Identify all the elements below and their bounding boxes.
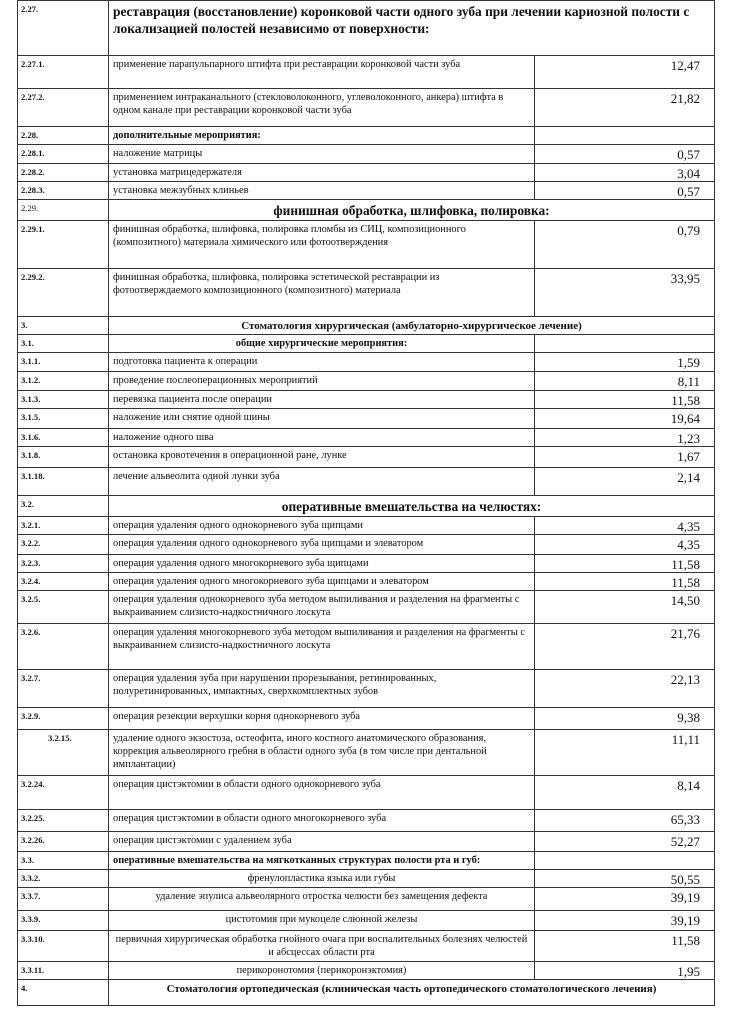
table-row [18, 221, 715, 269]
row-code: 3.1.5. [18, 409, 109, 429]
row-code: 3.1.2. [18, 372, 109, 391]
table-row [18, 496, 715, 517]
table-row [18, 182, 715, 200]
table-row [18, 888, 715, 911]
service-value: 21,82 [535, 89, 715, 127]
service-value: 39,19 [535, 888, 715, 911]
table-row [18, 335, 715, 353]
table-row [18, 1, 715, 56]
table-row [18, 447, 715, 468]
section-heading: Стоматология ортопедическая (клиническая часть ортопедического стоматологического лечения) [109, 980, 715, 1006]
row-code: 3.1.8. [18, 447, 109, 468]
service-value: 8,11 [535, 372, 715, 391]
row-code: 4. [18, 980, 109, 1006]
table-row [18, 200, 715, 221]
table-row [18, 164, 715, 182]
service-description: операция цистэктомии с удалением зуба [109, 832, 535, 852]
table-row [18, 708, 715, 730]
row-code: 3.1.3. [18, 391, 109, 409]
table-row [18, 127, 715, 145]
service-description: наложение одного шва [109, 429, 535, 447]
row-code: 3.2.25. [18, 810, 109, 832]
table-row [18, 145, 715, 164]
service-description: наложение матрицы [109, 145, 535, 164]
row-code: 2.27.1. [18, 56, 109, 89]
service-description: операция цистэктомии в области одного многокорневого зуба [109, 810, 535, 832]
subsection-heading: общие хирургические мероприятия: [109, 335, 535, 353]
service-description: установка матрицедержателя [109, 164, 535, 182]
service-value [535, 127, 715, 145]
service-description: установка межзубных клиньев [109, 182, 535, 200]
service-description: проведение послеоперационных мероприятий [109, 372, 535, 391]
service-value: 11,58 [535, 573, 715, 591]
row-code: 2.28.3. [18, 182, 109, 200]
row-code: 3.2.7. [18, 670, 109, 708]
table-row [18, 409, 715, 429]
row-code: 3.3.11. [18, 962, 109, 980]
row-code: 3.2.15. [18, 730, 109, 776]
service-value: 8,14 [535, 776, 715, 810]
service-value: 2,14 [535, 468, 715, 496]
service-value: 11,11 [535, 730, 715, 776]
service-description: удаление эпулиса альвеолярного отростка челюсти без замещения дефекта [109, 888, 535, 911]
service-value: 3,04 [535, 164, 715, 182]
service-value: 52,27 [535, 832, 715, 852]
service-value: 65,33 [535, 810, 715, 832]
service-value: 9,38 [535, 708, 715, 730]
service-description: операция резекции верхушки корня однокорневого зуба [109, 708, 535, 730]
price-table-body [18, 1, 715, 1006]
service-description: удаление одного экзостоза, остеофита, иного костного анатомического образования, коррекция альвеолярного гребня в области одного зуба (в том числе при дентальной имплантации) [109, 730, 535, 776]
row-code: 3.2.1. [18, 517, 109, 535]
row-code: 2.29.1. [18, 221, 109, 269]
row-code: 3.2.26. [18, 832, 109, 852]
row-code: 3.2.24. [18, 776, 109, 810]
table-row [18, 591, 715, 624]
table-row [18, 89, 715, 127]
row-code: 3.2.3. [18, 555, 109, 573]
table-row [18, 573, 715, 591]
service-value: 4,35 [535, 535, 715, 555]
service-value: 33,95 [535, 269, 715, 317]
table-row [18, 670, 715, 708]
service-description: операция удаления одного однокорневого зуба щипцами и элеватором [109, 535, 535, 555]
service-description: операция удаления одного однокорневого зуба щипцами [109, 517, 535, 535]
service-value: 14,50 [535, 591, 715, 624]
service-value: 4,35 [535, 517, 715, 535]
row-code: 3.2.2. [18, 535, 109, 555]
table-row [18, 517, 715, 535]
table-row [18, 852, 715, 870]
row-code: 3.2.9. [18, 708, 109, 730]
service-value: 1,67 [535, 447, 715, 468]
service-value: 0,79 [535, 221, 715, 269]
table-row [18, 832, 715, 852]
table-row [18, 429, 715, 447]
row-code: 3.3.2. [18, 870, 109, 888]
row-code: 2.28. [18, 127, 109, 145]
service-value [535, 335, 715, 353]
row-code: 2.29. [18, 200, 109, 221]
service-description: операция удаления однокорневого зуба методом выпиливания и разделения на фрагменты с выкраиванием слизисто-надкостничного лоскута [109, 591, 535, 624]
service-value: 39,19 [535, 911, 715, 931]
table-row [18, 353, 715, 372]
row-code: 3.3. [18, 852, 109, 870]
table-row [18, 730, 715, 776]
service-description: финишная обработка, шлифовка, полировка пломбы из СИЦ, композиционного (композитного) материала химического или фотоотверждения [109, 221, 535, 269]
service-description: операция удаления многокорневого зуба методом выпиливания и разделения на фрагменты с выкраиванием слизисто-надкостничного лоскута [109, 624, 535, 670]
row-code: 2.27. [18, 1, 109, 56]
table-row [18, 776, 715, 810]
service-value: 1,23 [535, 429, 715, 447]
service-description: операция удаления одного многокорневого зуба щипцами и элеватором [109, 573, 535, 591]
table-row [18, 372, 715, 391]
service-value: 0,57 [535, 182, 715, 200]
table-row [18, 980, 715, 1006]
table-row [18, 810, 715, 832]
service-description: операция цистэктомии в области одного однокорневого зуба [109, 776, 535, 810]
row-code: 3.3.9. [18, 911, 109, 931]
service-value: 21,76 [535, 624, 715, 670]
service-value: 11,58 [535, 931, 715, 962]
table-row [18, 317, 715, 335]
row-code: 2.29.2. [18, 269, 109, 317]
table-row [18, 962, 715, 980]
table-row [18, 911, 715, 931]
row-code: 3.2.6. [18, 624, 109, 670]
table-row [18, 468, 715, 496]
service-description: операция удаления одного многокорневого зуба щипцами [109, 555, 535, 573]
table-row [18, 931, 715, 962]
service-value [535, 852, 715, 870]
row-code: 3. [18, 317, 109, 335]
service-value: 1,95 [535, 962, 715, 980]
section-heading: оперативные вмешательства на челюстях: [109, 496, 715, 517]
service-description: первичная хирургическая обработка гнойного очага при воспалительных болезнях челюстей и абсцессах области рта [109, 931, 535, 962]
service-description: подготовка пациента к операции [109, 353, 535, 372]
row-code: 2.28.2. [18, 164, 109, 182]
service-value: 0,57 [535, 145, 715, 164]
service-description: финишная обработка, шлифовка, полировка эстетической реставрации из фотоотверждаемого композиционного (композитного) материала [109, 269, 535, 317]
row-code: 2.27.2. [18, 89, 109, 127]
price-table [17, 0, 715, 1006]
table-row [18, 555, 715, 573]
service-value: 22,13 [535, 670, 715, 708]
service-description: операция удаления зуба при нарушении прорезывания, ретинированных, полуретинированных, импактных, сверхкомплектных зубов [109, 670, 535, 708]
row-code: 3.1. [18, 335, 109, 353]
service-description: перевязка пациента после операции [109, 391, 535, 409]
service-value: 12,47 [535, 56, 715, 89]
row-code: 3.3.10. [18, 931, 109, 962]
service-value: 50,55 [535, 870, 715, 888]
table-row [18, 870, 715, 888]
section-heading: реставрация (восстановление) коронковой части одного зуба при лечении кариозной полости с локализацией полостей независимо от поверхности: [109, 1, 715, 56]
service-description: остановка кровотечения в операционной ране, лунке [109, 447, 535, 468]
row-code: 3.1.1. [18, 353, 109, 372]
service-value: 11,58 [535, 555, 715, 573]
section-heading: Стоматология хирургическая (амбулаторно-хирургическое лечение) [109, 317, 715, 335]
row-code: 3.2.4. [18, 573, 109, 591]
service-description: френулопластика языка или губы [109, 870, 535, 888]
service-description: наложение или снятие одной шины [109, 409, 535, 429]
table-row [18, 535, 715, 555]
subsection-heading: дополнительные мероприятия: [109, 127, 535, 145]
service-description: применение парапульпарного штифта при реставрации коронковой части зуба [109, 56, 535, 89]
service-description: лечение альвеолита одной лунки зуба [109, 468, 535, 496]
row-code: 3.2. [18, 496, 109, 517]
service-value: 11,58 [535, 391, 715, 409]
subsection-heading: оперативные вмешательства на мягкотканных структурах полости рта и губ: [109, 852, 535, 870]
service-description: применением интраканального (стекловолоконного, углеволоконного, анкера) штифта в одном канале при реставрации коронковой части зуба [109, 89, 535, 127]
service-value: 19,64 [535, 409, 715, 429]
service-value: 1,59 [535, 353, 715, 372]
table-row [18, 391, 715, 409]
section-heading: финишная обработка, шлифовка, полировка: [109, 200, 715, 221]
table-row [18, 269, 715, 317]
row-code: 3.3.7. [18, 888, 109, 911]
table-row [18, 56, 715, 89]
table-row [18, 624, 715, 670]
service-description: цистотомия при мукоцеле слюнной железы [109, 911, 535, 931]
row-code: 3.2.5. [18, 591, 109, 624]
row-code: 3.1.6. [18, 429, 109, 447]
row-code: 3.1.18. [18, 468, 109, 496]
row-code: 2.28.1. [18, 145, 109, 164]
service-description: перикоронотомия (перикоронэктомия) [109, 962, 535, 980]
